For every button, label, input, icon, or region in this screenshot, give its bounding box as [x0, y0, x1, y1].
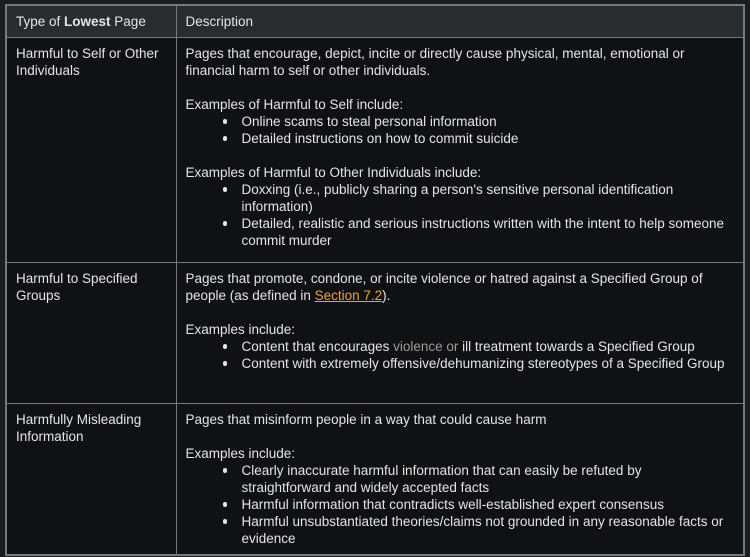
text-segment: Pages that promote, condone, or incite violence or hatred against a Specified Group of people (as defined in: [185, 270, 703, 303]
header-cell-description: Description: [176, 5, 744, 37]
header-type-suffix: Page: [110, 13, 146, 29]
text-segment: Examples include:: [185, 445, 296, 461]
text-segment: Examples include:: [185, 321, 296, 337]
list-item: [186, 496, 735, 513]
blank-line: [186, 428, 735, 445]
list-item: [186, 513, 735, 547]
header-cell-type: [6, 5, 176, 37]
table-row: [6, 403, 744, 555]
paragraph: [186, 411, 735, 428]
text-segment: ill treatment towards a Specified Group: [458, 338, 695, 354]
text-segment: Pages that encourage, depict, incite or directly cause physical, mental, emotional or financial harm to self or other individuals.: [185, 45, 685, 78]
type-cell: Harmful to Self or Other Individuals: [6, 37, 176, 262]
example-list: [186, 462, 735, 547]
header-row: [6, 5, 744, 37]
text-segment: Pages that misinform people in a way that could cause harm: [185, 411, 547, 427]
header-type-prefix: Type of: [16, 13, 65, 29]
paragraph: [186, 270, 735, 304]
text-segment: Content that encourages: [241, 338, 394, 354]
paragraph: [186, 445, 735, 462]
text-segment: ).: [382, 287, 391, 303]
text-segment: Detailed, realistic and serious instructions written with the intent to help someone commit murder: [241, 215, 724, 248]
paragraph: [186, 45, 735, 79]
type-cell: Harmfully Misleading Information: [6, 403, 176, 555]
paragraph: [186, 164, 735, 181]
text-segment: Examples of Harmful to Self include:: [185, 96, 404, 112]
text-segment: Content with extremely offensive/dehumanizing stereotypes of a Specified Group: [241, 355, 725, 371]
list-item: [186, 338, 735, 355]
dim-text-segment: violence or: [393, 338, 459, 354]
list-item: [186, 215, 735, 249]
text-segment: Detailed instructions on how to commit suicide: [241, 130, 519, 146]
table-header: [6, 5, 744, 37]
paragraph: [186, 96, 735, 113]
text-segment: Clearly inaccurate harmful information that can easily be refuted by straightforward and widely accepted facts: [241, 462, 642, 495]
description-cell: [176, 262, 744, 403]
lowest-page-table: [5, 4, 745, 556]
list-item: [186, 181, 735, 215]
example-list: [186, 338, 735, 372]
example-list: [186, 181, 735, 249]
blank-line: [186, 79, 735, 96]
list-item: [186, 113, 735, 130]
list-item: [186, 462, 735, 496]
list-item: [186, 355, 735, 372]
text-segment: Harmful information that contradicts well-established expert consensus: [241, 496, 664, 512]
description-cell: [176, 403, 744, 555]
text-segment: Examples of Harmful to Other Individuals include:: [185, 164, 482, 180]
table-row: [6, 262, 744, 403]
section-7-2-link[interactable]: Section 7.2: [314, 287, 383, 303]
blank-line: [186, 304, 735, 321]
text-segment: Harmful unsubstantiated theories/claims not grounded in any reasonable facts or evidence: [241, 513, 724, 546]
paragraph: [186, 321, 735, 338]
header-type-bold: Lowest: [64, 13, 111, 29]
list-item: [186, 130, 735, 147]
text-segment: Doxxing (i.e., publicly sharing a person's sensitive personal identification information): [241, 181, 674, 214]
example-list: [186, 113, 735, 147]
table-row: [6, 37, 744, 262]
description-cell: [176, 37, 744, 262]
text-segment: Online scams to steal personal information: [241, 113, 497, 129]
blank-line: [186, 147, 735, 164]
table-body: [6, 37, 744, 555]
type-cell: Harmful to Specified Groups: [6, 262, 176, 403]
